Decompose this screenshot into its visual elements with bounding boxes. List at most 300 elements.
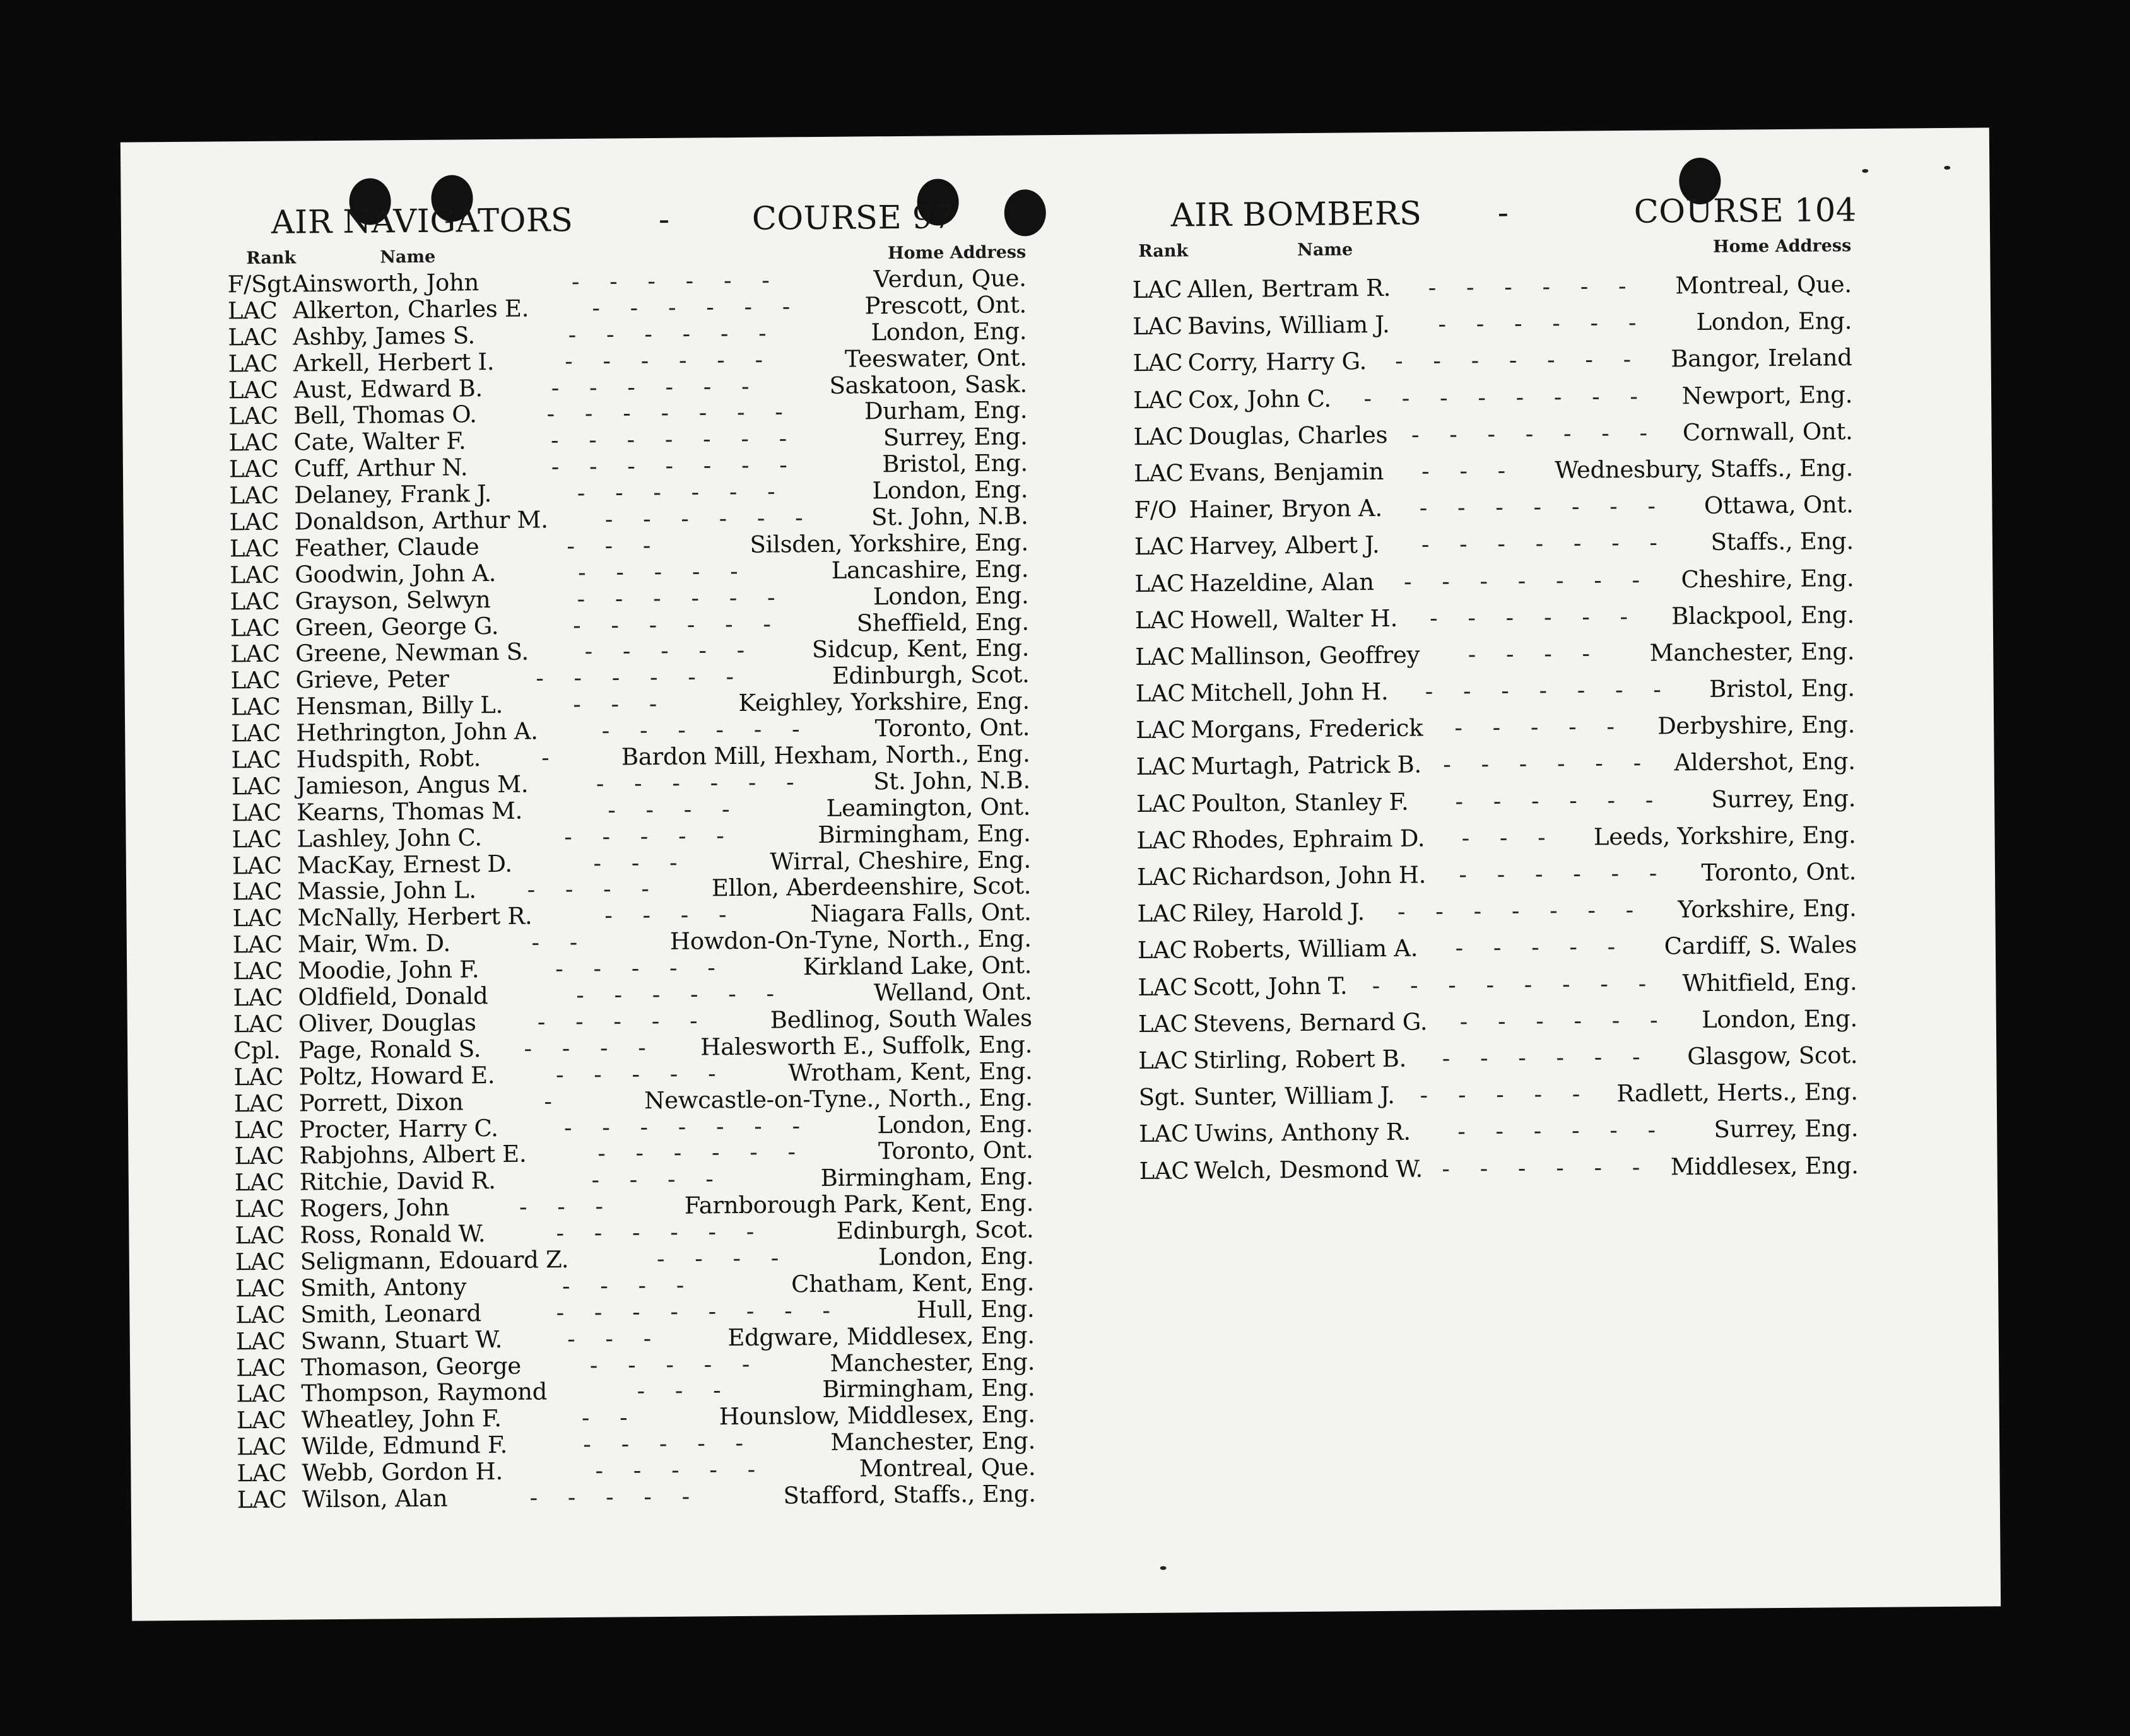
person-name bbox=[1134, 527, 1380, 565]
home-address: Wirral, Cheshire, Eng. bbox=[770, 845, 1031, 876]
list-item bbox=[1138, 1000, 1857, 1043]
dot-leader: - - - - - - - bbox=[1403, 566, 1652, 595]
rank: LAC bbox=[233, 1063, 284, 1091]
title-separator: - bbox=[658, 201, 670, 238]
person-name bbox=[230, 534, 480, 562]
surname-given: Feather, Claude bbox=[294, 533, 480, 562]
name-header: Name bbox=[1297, 240, 1353, 261]
rank: LAC bbox=[1136, 826, 1187, 854]
surname-given: Welch, Desmond W. bbox=[1194, 1155, 1423, 1184]
surname-given: Harvey, Albert J. bbox=[1189, 531, 1380, 560]
dot-leader: - - - - - - bbox=[576, 980, 786, 1009]
home-address: Toronto, Ont. bbox=[878, 1136, 1033, 1165]
section-title: AIR NAVIGATORS bbox=[271, 202, 574, 242]
person-name bbox=[231, 745, 481, 773]
rank: LAC bbox=[236, 1433, 286, 1461]
surname-given: Smith, Antony bbox=[300, 1273, 467, 1302]
surname-given: Hensman, Billy L. bbox=[295, 691, 503, 720]
home-address: Saskatoon, Sask. bbox=[829, 370, 1028, 399]
rank: LAC bbox=[233, 1089, 284, 1117]
list-item bbox=[1136, 707, 1855, 749]
rank: LAC bbox=[1133, 349, 1183, 377]
home-address: Newcastle-on-Tyne., North., Eng. bbox=[644, 1083, 1033, 1114]
surname-given: Aust, Edward B. bbox=[293, 374, 483, 404]
home-address-header: Home Address bbox=[887, 242, 1027, 264]
home-address: Manchester, Eng. bbox=[830, 1427, 1036, 1457]
rank: LAC bbox=[229, 481, 279, 510]
rank: LAC bbox=[230, 561, 280, 589]
rank: LAC bbox=[228, 402, 279, 430]
rank: LAC bbox=[231, 772, 281, 801]
home-address: Ellon, Aberdeenshire, Scot. bbox=[711, 872, 1032, 902]
surname-given: Uwins, Anthony R. bbox=[1194, 1118, 1411, 1147]
surname-given: Thompson, Raymond bbox=[301, 1378, 548, 1407]
person-name bbox=[232, 798, 522, 827]
person-name bbox=[235, 1300, 481, 1328]
list-item bbox=[1133, 413, 1852, 455]
surname-given: Mallinson, Geoffrey bbox=[1190, 641, 1420, 671]
dot-leader: - - - - - - - bbox=[1411, 419, 1659, 449]
surname-given: Thomason, George bbox=[300, 1352, 522, 1381]
person-name bbox=[1134, 490, 1382, 529]
dot-leader: - - - - - - bbox=[568, 319, 778, 348]
rank: LAC bbox=[233, 1010, 283, 1038]
rank: LAC bbox=[237, 1486, 287, 1514]
home-address: St. John, N.B. bbox=[871, 502, 1028, 531]
list-item bbox=[1138, 927, 1857, 969]
person-name bbox=[1134, 564, 1374, 602]
surname-given: Oldfield, Donald bbox=[298, 982, 488, 1011]
rank: LAC bbox=[230, 667, 281, 695]
dot-leader: - - - bbox=[1421, 457, 1517, 485]
dot-leader: - - - - - - bbox=[572, 610, 783, 639]
person-name bbox=[229, 455, 468, 483]
list-item bbox=[1134, 523, 1854, 565]
home-address: St. John, N.B. bbox=[873, 766, 1030, 795]
home-address: Kirkland Lake, Ont. bbox=[803, 951, 1032, 981]
home-address: Verdun, Que. bbox=[873, 264, 1027, 293]
surname-given: Morgans, Frederick bbox=[1191, 714, 1423, 744]
dot-leader: - - - - bbox=[527, 875, 661, 904]
surname-given: Massie, John L. bbox=[297, 876, 476, 905]
home-address: Birmingham, Eng. bbox=[818, 819, 1031, 848]
surname-given: Grieve, Peter bbox=[295, 665, 449, 694]
list-item bbox=[1136, 780, 1856, 823]
person-name bbox=[229, 481, 491, 509]
home-address: Wednesbury, Staffs., Eng. bbox=[1555, 454, 1854, 484]
rank: LAC bbox=[235, 1274, 285, 1303]
surname-given: Hudspith, Robt. bbox=[296, 744, 481, 773]
home-address: Lancashire, Eng. bbox=[831, 555, 1029, 584]
home-address: Middlesex, Eng. bbox=[1670, 1151, 1859, 1180]
dot-leader: - - - - - bbox=[564, 821, 736, 850]
dot-leader: - - - - - - bbox=[1430, 602, 1640, 632]
person-name bbox=[234, 1141, 526, 1170]
surname-given: Scott, John T. bbox=[1192, 972, 1348, 1000]
person-name bbox=[230, 587, 490, 615]
dot-leader: - - - - bbox=[604, 901, 738, 930]
dust-speck bbox=[1160, 1566, 1167, 1570]
surname-given: Riley, Harold J. bbox=[1192, 898, 1365, 927]
rank: LAC bbox=[235, 1221, 285, 1250]
home-address: Edinburgh, Scot. bbox=[836, 1216, 1034, 1245]
surname-given: Rabjohns, Albert E. bbox=[299, 1141, 527, 1170]
person-name bbox=[1138, 930, 1418, 970]
list-item bbox=[1133, 339, 1852, 382]
home-address-header: Home Address bbox=[1712, 236, 1852, 257]
person-name bbox=[228, 402, 477, 430]
list-item bbox=[1134, 560, 1854, 602]
section-title-row bbox=[227, 198, 1027, 249]
person-name bbox=[1139, 1077, 1395, 1116]
list-item bbox=[1139, 1074, 1858, 1116]
surname-given: Green, George G. bbox=[295, 612, 499, 642]
rank: LAC bbox=[1134, 606, 1185, 634]
rank: LAC bbox=[1133, 423, 1184, 450]
person-name bbox=[228, 428, 466, 457]
surname-given: Stevens, Bernard G. bbox=[1192, 1008, 1428, 1038]
person-name bbox=[236, 1352, 521, 1381]
list-item bbox=[1133, 303, 1852, 345]
dot-leader: - - - - - bbox=[1455, 933, 1627, 962]
person-name bbox=[1139, 1151, 1423, 1190]
home-address: Staffs., Eng. bbox=[1710, 527, 1854, 556]
person-name bbox=[1138, 1004, 1428, 1043]
dot-leader: - - - - - - bbox=[1459, 1006, 1669, 1035]
surname-given: Oliver, Douglas bbox=[298, 1009, 476, 1038]
rank: Cpl. bbox=[233, 1036, 281, 1065]
rank: LAC bbox=[1139, 1120, 1189, 1148]
home-address: Edinburgh, Scot. bbox=[832, 660, 1030, 690]
dot-leader: - - - - - - bbox=[1442, 1043, 1652, 1072]
person-name bbox=[236, 1327, 503, 1355]
surname-given: Grayson, Selwyn bbox=[295, 585, 491, 615]
person-name bbox=[235, 1195, 449, 1223]
list-item bbox=[1134, 450, 1853, 492]
list-item bbox=[1139, 1147, 1858, 1190]
home-address: Newport, Eng. bbox=[1681, 380, 1853, 409]
dot-leader: - - - - - bbox=[555, 1060, 727, 1089]
person-name bbox=[235, 1168, 496, 1196]
air-bombers-section bbox=[1132, 192, 1859, 1190]
home-address: Wrotham, Kent, Eng. bbox=[788, 1057, 1033, 1087]
dot-leader: - - - - - bbox=[595, 1455, 767, 1484]
dot-leader: - - - - - - - bbox=[1425, 676, 1673, 705]
home-address: Toronto, Ont. bbox=[874, 713, 1030, 742]
dot-leader: - - - - - - bbox=[577, 584, 787, 613]
person-name bbox=[232, 903, 532, 932]
home-address: Surrey, Eng. bbox=[1714, 1115, 1859, 1144]
surname-given: Poltz, Howard E. bbox=[298, 1061, 495, 1091]
surname-given: Rogers, John bbox=[299, 1194, 450, 1223]
home-address: Niagara Falls, Ont. bbox=[810, 898, 1032, 928]
dot-leader: - - - - bbox=[524, 1034, 657, 1062]
surname-given: Hethrington, John A. bbox=[296, 717, 538, 747]
dot-leader: - - - - - - bbox=[1442, 1153, 1652, 1182]
bomber-list bbox=[1133, 266, 1859, 1190]
surname-given: Ross, Ronald W. bbox=[300, 1220, 486, 1249]
home-address: Prescott, Ont. bbox=[864, 291, 1027, 320]
list-item bbox=[237, 1481, 1036, 1513]
home-address: Bangor, Ireland bbox=[1671, 344, 1852, 373]
list-item bbox=[1136, 744, 1855, 786]
dot-leader: - - - - - - - bbox=[1419, 492, 1668, 522]
surname-given: Porrett, Dixon bbox=[298, 1088, 464, 1117]
dot-leader: - - - - - - - bbox=[1394, 346, 1643, 375]
surname-given: Mair, Wm. D. bbox=[297, 929, 451, 958]
rank: LAC bbox=[228, 323, 278, 351]
dot-leader: - - - - bbox=[608, 795, 741, 824]
home-address: Birmingham, Eng. bbox=[820, 1163, 1033, 1192]
list-item bbox=[1135, 597, 1854, 639]
person-name bbox=[232, 771, 529, 801]
surname-given: Stirling, Robert B. bbox=[1193, 1045, 1407, 1074]
home-address: London, Eng. bbox=[871, 317, 1027, 346]
surname-given: Hainer, Bryon A. bbox=[1189, 495, 1382, 524]
home-address: Sheffield, Eng. bbox=[856, 607, 1030, 637]
dot-leader: - - - - bbox=[591, 1165, 725, 1194]
home-address: London, Eng. bbox=[1696, 307, 1852, 336]
rank: LAC bbox=[230, 640, 281, 668]
list-item bbox=[1138, 1037, 1857, 1079]
dot-leader: - - - bbox=[573, 690, 669, 718]
person-name bbox=[1135, 636, 1420, 676]
rank: LAC bbox=[1136, 790, 1186, 818]
dot-leader: - - - bbox=[1461, 823, 1557, 852]
home-address: Bardon Mill, Hexham, North., Eng. bbox=[621, 740, 1030, 771]
home-address: Howdon-On-Tyne, North., Eng. bbox=[669, 925, 1032, 956]
surname-given: Ashby, James S. bbox=[293, 322, 476, 351]
home-address: Derbyshire, Eng. bbox=[1657, 711, 1856, 740]
rank: LAC bbox=[235, 1248, 285, 1276]
person-name bbox=[230, 560, 496, 589]
dot-leader: - - - - - - bbox=[597, 1138, 808, 1168]
surname-given: Delaney, Frank J. bbox=[294, 480, 492, 509]
surname-given: Wilson, Alan bbox=[302, 1484, 448, 1513]
surname-given: McNally, Herbert R. bbox=[297, 902, 532, 932]
person-name bbox=[228, 295, 529, 324]
dot-leader: - - - - - bbox=[555, 954, 727, 983]
person-name bbox=[1135, 600, 1398, 638]
list-item bbox=[1139, 1110, 1858, 1152]
person-name bbox=[236, 1379, 547, 1408]
home-address: Leamington, Ont. bbox=[826, 793, 1031, 822]
dot-leader: - - - - - bbox=[583, 1429, 755, 1458]
person-name bbox=[1136, 710, 1423, 749]
home-address: London, Eng. bbox=[878, 1242, 1034, 1271]
rank: LAC bbox=[1135, 643, 1186, 671]
dot-leader: - - - - - - bbox=[577, 478, 787, 507]
rank: LAC bbox=[1135, 679, 1186, 708]
person-name bbox=[1133, 307, 1390, 345]
dot-leader: - - - - bbox=[656, 1244, 791, 1272]
navigator-list bbox=[227, 265, 1035, 1513]
home-address: Bristol, Eng. bbox=[1709, 674, 1855, 703]
surname-given: Howell, Walter H. bbox=[1189, 604, 1398, 634]
rank: LAC bbox=[229, 534, 279, 563]
person-name bbox=[233, 1062, 495, 1091]
home-address: Manchester, Eng. bbox=[1649, 637, 1855, 667]
rank: Sgt. bbox=[1138, 1083, 1186, 1111]
home-address: Stafford, Staffs., Eng. bbox=[783, 1480, 1036, 1510]
person-name bbox=[231, 718, 538, 748]
person-name bbox=[235, 1274, 466, 1302]
surname-given: Jamieson, Angus M. bbox=[296, 770, 529, 800]
dot-leader: - - - - - bbox=[1454, 713, 1627, 742]
surname-given: Corry, Harry G. bbox=[1187, 348, 1367, 377]
person-name bbox=[233, 930, 450, 959]
person-name bbox=[230, 613, 499, 642]
rank: LAC bbox=[228, 376, 278, 404]
section-title: AIR BOMBERS bbox=[1170, 195, 1422, 235]
dot-leader: - - - - - - - bbox=[1421, 529, 1669, 558]
dot-leader: - - - bbox=[637, 1376, 733, 1405]
list-item bbox=[1133, 377, 1852, 419]
dot-leader: - - - bbox=[567, 531, 662, 560]
rank: LAC bbox=[231, 719, 281, 748]
person-name bbox=[234, 1115, 498, 1144]
home-address: Farnborough Park, Kent, Eng. bbox=[684, 1189, 1034, 1219]
person-name bbox=[1136, 783, 1409, 823]
dot-leader: - - - - - bbox=[577, 557, 750, 586]
person-name bbox=[1133, 270, 1391, 308]
dot-leader: - - - - - - bbox=[601, 715, 811, 744]
rank: LAC bbox=[232, 930, 283, 959]
surname-given: Allen, Bertram R. bbox=[1187, 274, 1391, 303]
home-address: London, Eng. bbox=[877, 1110, 1033, 1139]
rank: LAC bbox=[234, 1142, 285, 1170]
person-name bbox=[228, 375, 483, 404]
dot-leader: - - - - - - - - bbox=[556, 1296, 842, 1327]
dot-leader: - - - - - - bbox=[592, 293, 802, 322]
person-name bbox=[235, 1246, 569, 1276]
dot-leader: - - - - - - - bbox=[550, 425, 799, 454]
rank: LAC bbox=[232, 825, 282, 853]
home-address: Halesworth E., Suffolk, Eng. bbox=[700, 1031, 1033, 1061]
dust-speck bbox=[1944, 166, 1950, 170]
person-name bbox=[231, 692, 503, 720]
surname-given: Wilde, Edmund F. bbox=[301, 1431, 508, 1460]
surname-given: Greene, Newman S. bbox=[295, 638, 529, 667]
home-address: Surrey, Eng. bbox=[883, 423, 1028, 452]
rank: LAC bbox=[235, 1327, 286, 1355]
person-name bbox=[232, 877, 476, 906]
surname-given: Evans, Benjamin bbox=[1188, 457, 1384, 487]
home-address: Aldershot, Eng. bbox=[1674, 748, 1856, 777]
person-name bbox=[1133, 380, 1331, 419]
list-item bbox=[1138, 964, 1857, 1006]
rank: F/O bbox=[1134, 496, 1177, 524]
surname-given: Kearns, Thomas M. bbox=[297, 797, 523, 826]
surname-given: Donaldson, Arthur M. bbox=[294, 506, 548, 536]
rank: LAC bbox=[230, 614, 280, 642]
person-name bbox=[237, 1458, 503, 1487]
surname-given: MacKay, Ernest D. bbox=[297, 850, 512, 879]
person-name bbox=[233, 983, 488, 1011]
home-address: Glasgow, Scot. bbox=[1687, 1041, 1858, 1070]
dot-leader: - - - - bbox=[1468, 640, 1602, 668]
person-name bbox=[229, 507, 548, 536]
surname-given: Webb, Gordon H. bbox=[302, 1458, 503, 1487]
surname-given: Cuff, Arthur N. bbox=[293, 454, 468, 483]
document-page bbox=[121, 127, 2001, 1621]
rank-header: Rank bbox=[1138, 241, 1189, 262]
surname-given: Page, Ronald S. bbox=[298, 1035, 481, 1064]
rank: LAC bbox=[1136, 863, 1187, 891]
person-name bbox=[1139, 1114, 1411, 1153]
home-address: Chatham, Kent, Eng. bbox=[791, 1269, 1035, 1298]
surname-given: Arkell, Herbert I. bbox=[293, 348, 495, 377]
rank: LAC bbox=[1133, 386, 1183, 414]
person-name bbox=[227, 269, 479, 298]
dot-leader: - - - - bbox=[562, 1271, 696, 1300]
person-name bbox=[232, 824, 481, 853]
home-address: Bristol, Eng. bbox=[882, 449, 1028, 478]
home-address: Birmingham, Eng. bbox=[822, 1374, 1035, 1404]
air-navigators-section bbox=[227, 198, 1036, 1513]
rank: LAC bbox=[1134, 532, 1184, 561]
dot-leader: - - - - - - bbox=[596, 768, 806, 797]
surname-given: Hazeldine, Alan bbox=[1189, 568, 1374, 597]
rank: LAC bbox=[1133, 459, 1184, 488]
rank: LAC bbox=[232, 905, 283, 932]
surname-given: Rhodes, Ephraim D. bbox=[1191, 824, 1425, 854]
surname-given: Ainsworth, John bbox=[292, 269, 480, 298]
section-title-row bbox=[1132, 192, 1857, 242]
rank: LAC bbox=[236, 1406, 286, 1434]
surname-given: Smith, Leonard bbox=[300, 1299, 481, 1328]
person-name bbox=[233, 956, 479, 985]
home-address: Montreal, Que. bbox=[1675, 271, 1852, 300]
person-name bbox=[230, 666, 449, 695]
person-name bbox=[1133, 344, 1367, 382]
surname-given: Murtagh, Patrick B. bbox=[1191, 751, 1422, 780]
home-address: Yorkshire, Eng. bbox=[1678, 894, 1857, 924]
rank: LAC bbox=[230, 587, 280, 616]
rank: LAC bbox=[231, 746, 281, 774]
rank: LAC bbox=[1138, 973, 1188, 1001]
surname-given: Douglas, Charles bbox=[1188, 421, 1388, 450]
person-name bbox=[1136, 674, 1389, 712]
dot-leader: - - - - - - bbox=[1455, 786, 1665, 815]
home-address: Sidcup, Kent, Eng. bbox=[811, 634, 1030, 664]
surname-given: Lashley, John C. bbox=[297, 823, 482, 853]
course-label: COURSE 104 bbox=[1633, 192, 1857, 231]
dot-leader: - - - bbox=[593, 848, 689, 877]
dot-leader: - - - - - - bbox=[551, 372, 761, 401]
rank: LAC bbox=[228, 349, 278, 378]
person-name bbox=[1136, 820, 1425, 859]
person-name bbox=[228, 322, 475, 351]
dot-leader: - - - - - - bbox=[604, 504, 815, 533]
rank: LAC bbox=[236, 1380, 286, 1408]
home-address: Edgware, Middlesex, Eng. bbox=[727, 1321, 1035, 1351]
dot-leader: - - - bbox=[567, 1324, 663, 1352]
rank: LAC bbox=[1136, 716, 1186, 744]
rank: LAC bbox=[230, 693, 281, 721]
person-name bbox=[234, 1089, 464, 1117]
home-address: London, Eng. bbox=[873, 582, 1029, 611]
dot-leader: - - - - - bbox=[589, 1350, 762, 1379]
home-address: Durham, Eng. bbox=[864, 396, 1028, 425]
dot-leader: - - - - - - - bbox=[563, 1111, 812, 1141]
rank: LAC bbox=[227, 296, 278, 325]
rank: LAC bbox=[1134, 569, 1185, 597]
rank: LAC bbox=[232, 957, 283, 985]
dot-leader: - bbox=[541, 744, 561, 771]
rank: LAC bbox=[234, 1168, 285, 1197]
surname-given: Bell, Thomas O. bbox=[293, 401, 477, 430]
